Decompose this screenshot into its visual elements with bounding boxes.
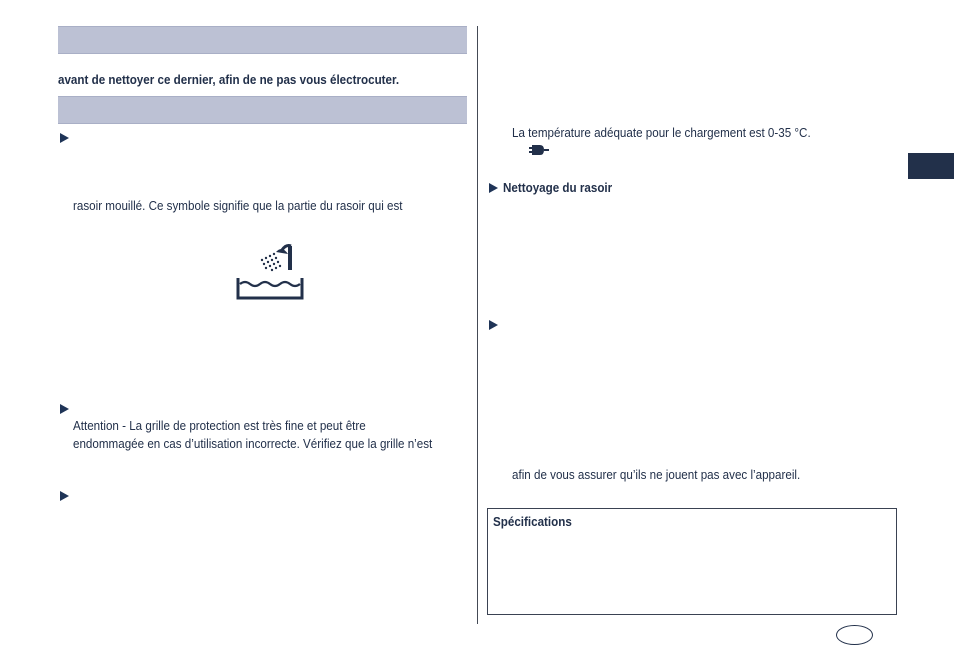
language-tab	[908, 153, 954, 179]
page-number-oval	[836, 625, 873, 645]
triangle-bullet-icon	[60, 404, 69, 414]
shower-bath-icon	[236, 242, 304, 302]
section-header-band-second	[58, 96, 467, 124]
section-header-band-top	[58, 26, 467, 54]
triangle-bullet-icon	[489, 320, 498, 330]
triangle-bullet-icon	[60, 133, 69, 143]
cleaning-heading: Nettoyage du rasoir	[503, 181, 613, 195]
attention-line-1: Attention - La grille de protection est très fine et peut être	[73, 419, 366, 433]
warning-text: avant de nettoyer ce dernier, afin de ne pas vous électrocuter.	[58, 73, 400, 87]
children-text: afin de vous assurer qu’ils ne jouent pas avec l’appareil.	[512, 468, 801, 482]
wet-shave-text: rasoir mouillé. Ce symbole signifie que la partie du rasoir qui est	[73, 199, 403, 213]
temperature-text: La température adéquate pour le chargement est 0-35 °C.	[512, 126, 811, 140]
specifications-title: Spécifications	[493, 515, 572, 529]
triangle-bullet-icon	[60, 491, 69, 501]
column-divider	[477, 26, 478, 624]
attention-line-2: endommagée en cas d’utilisation incorrecte. Vérifiez que la grille n’est	[73, 437, 433, 451]
plug-icon	[529, 144, 549, 156]
triangle-bullet-icon	[489, 183, 498, 193]
specifications-box	[487, 508, 897, 615]
